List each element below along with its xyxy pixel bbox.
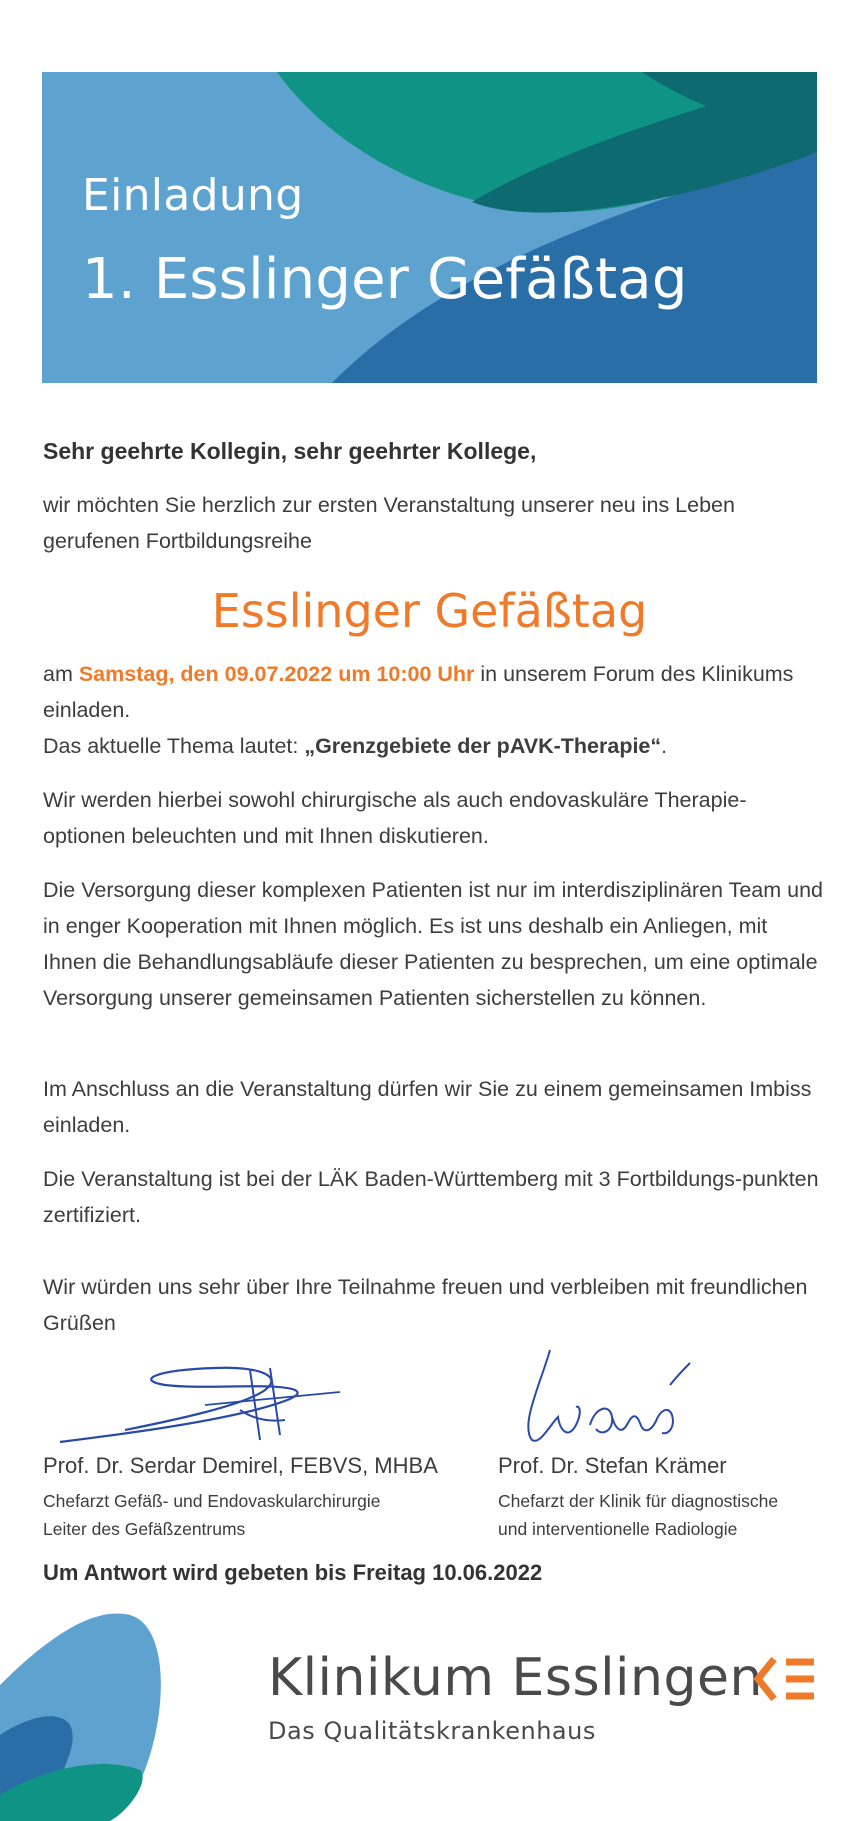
care-paragraph: Die Versorgung dieser komplexen Patienten ist nur im interdisziplinären Team und in enger Kooperation mit Ihnen möglich. Es ist uns deshalb ein Anliegen, mit Ihnen die Behandlungsabläufe dieser Patienten zu besprechen, um eine optimale Versorgung unserer gemeinsamen Patienten sicherstellen zu können. <box>43 878 823 1010</box>
signatory-role-1-line2: Leiter des Gefäßzentrums <box>43 1519 246 1539</box>
rsvp-note: Um Antwort wird gebeten bis Freitag 10.06.2022 <box>43 1560 543 1585</box>
header-banner <box>42 72 817 383</box>
signatory-role-2-line1: Chefarzt der Klinik für diagnostische <box>498 1491 779 1511</box>
klinikum-logo-icon <box>752 1655 818 1703</box>
signatory-role-2-line2: und interventionelle Radiologie <box>498 1519 738 1539</box>
logo-tagline: Das Qualitätskrankenhaus <box>268 1717 596 1745</box>
certification-paragraph: Die Veranstaltung ist bei der LÄK Baden-Württemberg mit 3 Fortbildungs-punkten zertifiziert. <box>43 1167 819 1227</box>
logo-name: Klinikum Esslingen <box>268 1648 763 1708</box>
signature-demirel <box>55 1350 345 1450</box>
salutation: Sehr geehrte Kollegin, sehr geehrter Kollege, <box>43 438 537 464</box>
banner-pretitle: Einladung <box>82 170 304 221</box>
event-topic: „Grenzgebiete der pAVK-Therapie“ <box>304 734 662 758</box>
signatory-role-1-line1: Chefarzt Gefäß- und Endovaskularchirurgie <box>43 1491 381 1511</box>
intro-paragraph: wir möchten Sie herzlich zur ersten Veranstaltung unserer neu ins Leben gerufenen Fortbildungsreihe <box>43 493 735 553</box>
topic-suffix: . <box>661 734 668 758</box>
date-prefix: am <box>43 662 79 686</box>
snack-paragraph: Im Anschluss an die Veranstaltung dürfen wir Sie zu einem gemeinsamen Imbiss einladen. <box>43 1077 812 1137</box>
banner-wave-graphic <box>42 72 817 383</box>
event-title: Esslinger Gefäßtag <box>211 584 648 638</box>
signature-kraemer <box>510 1345 700 1450</box>
date-suffix: in unserem Forum des Klinikums einladen. <box>43 662 794 722</box>
date-paragraph <box>43 656 823 764</box>
signatory-name-2: Prof. Dr. Stefan Krämer <box>498 1453 727 1478</box>
topic-prefix: Das aktuelle Thema lautet: <box>43 734 305 758</box>
signatory-name-1: Prof. Dr. Serdar Demirel, FEBVS, MHBA <box>43 1453 438 1478</box>
therapy-paragraph: Wir werden hierbei sowohl chirurgische als auch endovaskuläre Therapie-optionen beleuchten und mit Ihnen diskutieren. <box>43 788 747 848</box>
corner-leaf-graphic <box>0 1605 170 1821</box>
event-date: Samstag, den 09.07.2022 um 10:00 Uhr <box>78 662 475 686</box>
closing-paragraph: Wir würden uns sehr über Ihre Teilnahme freuen und verbleiben mit freundlichen Grüßen <box>43 1275 808 1335</box>
banner-title: 1. Esslinger Gefäßtag <box>82 247 688 312</box>
